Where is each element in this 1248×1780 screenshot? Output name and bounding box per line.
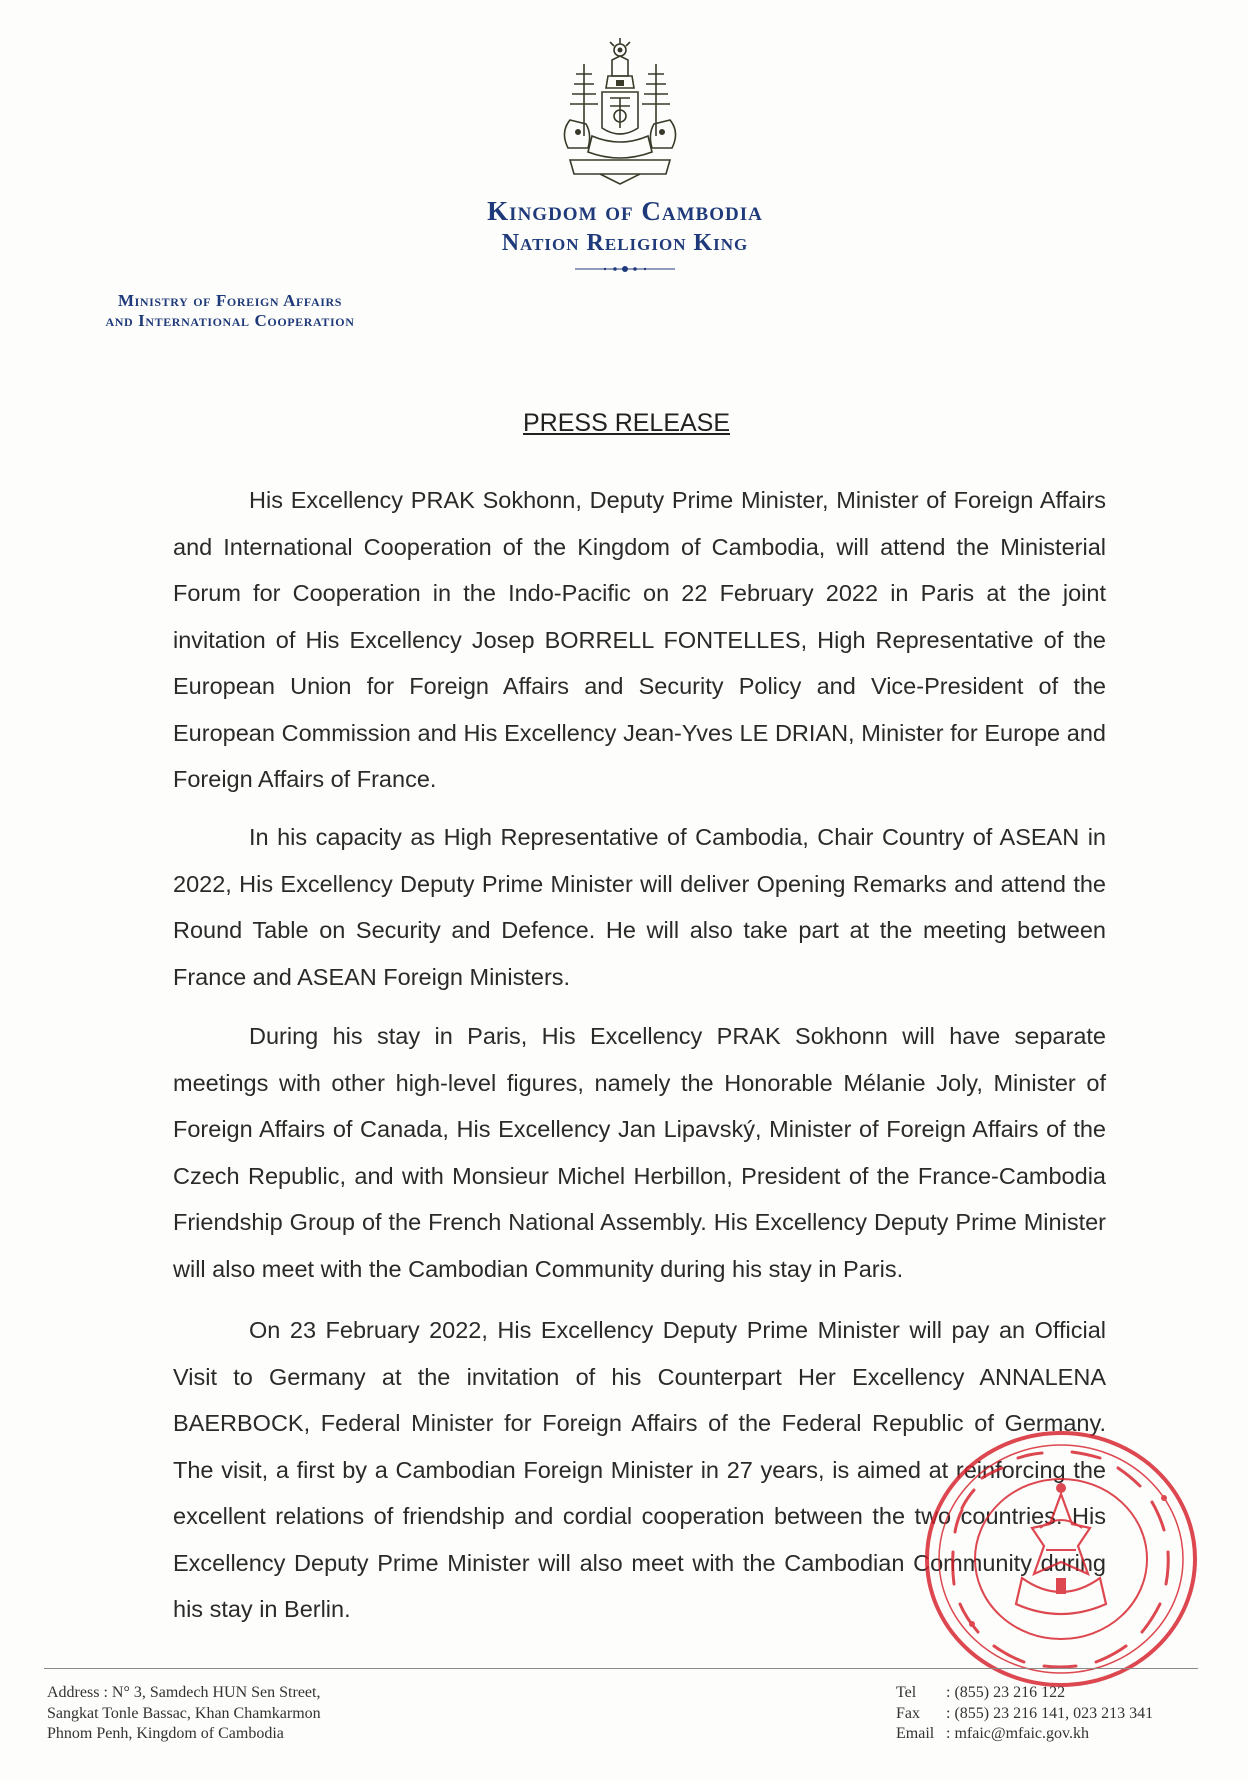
- paragraph-1: [173, 477, 1106, 803]
- address-line-1: Address : N° 3, Samdech HUN Sen Street,: [47, 1684, 321, 1701]
- fax-label: Fax: [896, 1704, 920, 1722]
- ministry-seal-icon: [922, 1428, 1200, 1690]
- paragraph-text: On 23 February 2022, His Excellency Deputy Prime Minister will pay an Official Visit to Germany at the invitation of his Counterpart Her Excellency ANNALENA BAERBOCK, Federal Minister for Foreign Affairs of the Federal Republic of Germany. The visit, a first by a Cambodian Foreign Minister in 27 years, is aimed at reinforcing the excellent relations of friendship and cordial cooperation between the two countries. His Excellency Deputy Prime Minister will also meet with the Cambodian Community during his stay in Berlin.: [173, 1317, 1106, 1622]
- fax-row: [896, 1704, 1153, 1725]
- national-motto: Nation Religion King: [501, 230, 749, 256]
- country-heading: Kingdom of Cambodia: [487, 196, 763, 226]
- email-label: Email: [896, 1725, 935, 1742]
- paragraph-2: [173, 814, 1106, 1000]
- email-value: : mfaic@mfaic.gov.kh: [946, 1725, 1089, 1742]
- paragraph-3: [173, 1013, 1106, 1292]
- tel-row: [896, 1683, 1153, 1704]
- paragraph-text: During his stay in Paris, His Excellency PRAK Sokhonn will have separate meetings with other high-level figures, namely the Honorable Mélanie Joly, Minister of Foreign Affairs of Canada, His Excellency Jan Lipavský, Minister of Foreign Affairs of the Czech Republic, and with Monsieur Michel Herbillon, President of the France-Cambodia Friendship Group of the French National Assembly. His Excellency Deputy Prime Minister will also meet with the Cambodian Community during his stay in Paris.: [173, 1023, 1106, 1282]
- royal-coat-of-arms-icon: [540, 36, 700, 186]
- document-title: PRESS RELEASE: [523, 409, 731, 437]
- ministry-name-line2: and International Cooperation: [105, 311, 355, 330]
- address-line-2: Sangkat Tonle Bassac, Khan Chamkarmon: [47, 1704, 321, 1722]
- fax-value: : (855) 23 216 141, 023 213 341: [946, 1704, 1154, 1722]
- paragraph-text: In his capacity as High Representative of Cambodia, Chair Country of ASEAN in 2022, His Excellency Deputy Prime Minister will deliver Opening Remarks and attend the Round Table on Security and Defence. He will also take part at the meeting between France and ASEAN Foreign Ministers.: [173, 824, 1106, 990]
- paragraph-text: His Excellency PRAK Sokhonn, Deputy Prime Minister, Minister of Foreign Affairs and International Cooperation of the Kingdom of Cambodia, will attend the Ministerial Forum for Cooperation in the Indo-Pacific on 22 February 2022 in Paris at the joint invitation of His Excellency Josep BORRELL FONTELLES, High Representative of the European Union for Foreign Affairs and Security Policy and Vice-President of the European Commission and His Excellency Jean-Yves LE DRIAN, Minister for Europe and Foreign Affairs of France.: [173, 487, 1106, 792]
- ornament-divider-icon: [575, 262, 675, 276]
- footer-divider: [44, 1668, 1198, 1669]
- ministry-name-line1: Ministry of Foreign Affairs: [117, 291, 343, 310]
- footer-contact: [896, 1683, 1153, 1745]
- tel-label: Tel: [896, 1684, 917, 1701]
- address-line-3: Phnom Penh, Kingdom of Cambodia: [47, 1725, 284, 1742]
- tel-value: : (855) 23 216 122: [946, 1684, 1066, 1701]
- email-row: [896, 1724, 1153, 1745]
- footer-address: [47, 1683, 321, 1745]
